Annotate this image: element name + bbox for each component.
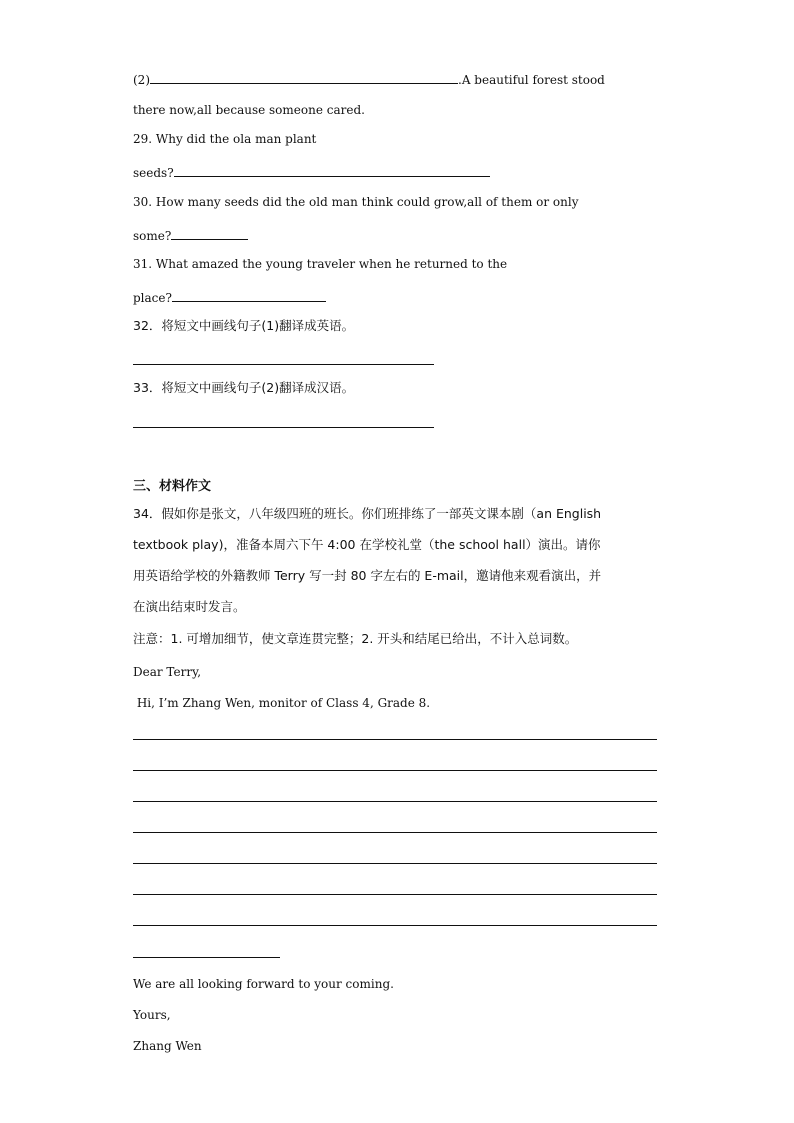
q31-question: 31. What amazed the young traveler when he returned to the	[133, 257, 508, 271]
q29-label: seeds?	[133, 166, 174, 180]
writing-line[interactable]	[133, 832, 657, 833]
writing-line[interactable]	[133, 925, 657, 926]
writing-line[interactable]	[133, 894, 657, 895]
letter-signoff: Yours,	[133, 1008, 171, 1022]
q33-answer-line[interactable]	[133, 427, 434, 428]
q31-label: place?	[133, 291, 172, 305]
letter-closing: We are all looking forward to your coming.	[133, 977, 394, 991]
q31-answer-line	[133, 289, 326, 306]
q32-answer-line[interactable]	[133, 364, 434, 365]
q29-answer-line	[133, 164, 490, 181]
q30-question: 30. How many seeds did the old man think could grow,all of them or only	[133, 195, 579, 209]
q33-question: 33．将短文中画线句子(2)翻译成汉语。	[133, 380, 355, 395]
writing-line[interactable]	[133, 801, 657, 802]
section-3-title: 三、材料作文	[133, 479, 212, 494]
q28-answer-blank[interactable]	[150, 71, 458, 84]
q29-answer-blank[interactable]	[174, 164, 490, 177]
q30-label: some?	[133, 229, 172, 243]
q34-line-4: 在演出结束时发言。	[133, 599, 246, 614]
q28-prefix: (2)	[133, 73, 150, 87]
letter-greeting: Dear Terry,	[133, 665, 202, 679]
letter-name: Zhang Wen	[133, 1039, 202, 1053]
q28-suffix: .A beautiful forest stood	[458, 73, 605, 87]
q29-question: 29. Why did the ola man plant	[133, 132, 317, 146]
writing-line[interactable]	[133, 770, 657, 771]
letter-opening: Hi, I’m Zhang Wen, monitor of Class 4, Grade 8.	[133, 696, 431, 710]
writing-line[interactable]	[133, 739, 657, 740]
q32-question: 32．将短文中画线句子(1)翻译成英语。	[133, 318, 355, 333]
q34-line-2: textbook play)，准备本周六下午 4:00 在学校礼堂（the school hall）演出。请你	[133, 537, 601, 552]
writing-line-short[interactable]	[133, 957, 280, 958]
q34-note: 注意：1. 可增加细节，使文章连贯完整；2. 开头和结尾已给出，不计入总词数。	[133, 631, 578, 646]
q31-answer-blank[interactable]	[172, 289, 326, 302]
q30-answer-line	[133, 227, 248, 244]
q28-line	[133, 71, 605, 88]
q34-line-3: 用英语给学校的外籍教师 Terry 写一封 80 字左右的 E-mail，邀请他来观看演出，并	[133, 568, 602, 583]
writing-line[interactable]	[133, 863, 657, 864]
q30-answer-blank[interactable]	[171, 227, 248, 240]
q28-continuation: there now,all because someone cared.	[133, 103, 365, 117]
q34-line-1: 34．假如你是张文，八年级四班的班长。你们班排练了一部英文课本剧（an English	[133, 506, 602, 521]
